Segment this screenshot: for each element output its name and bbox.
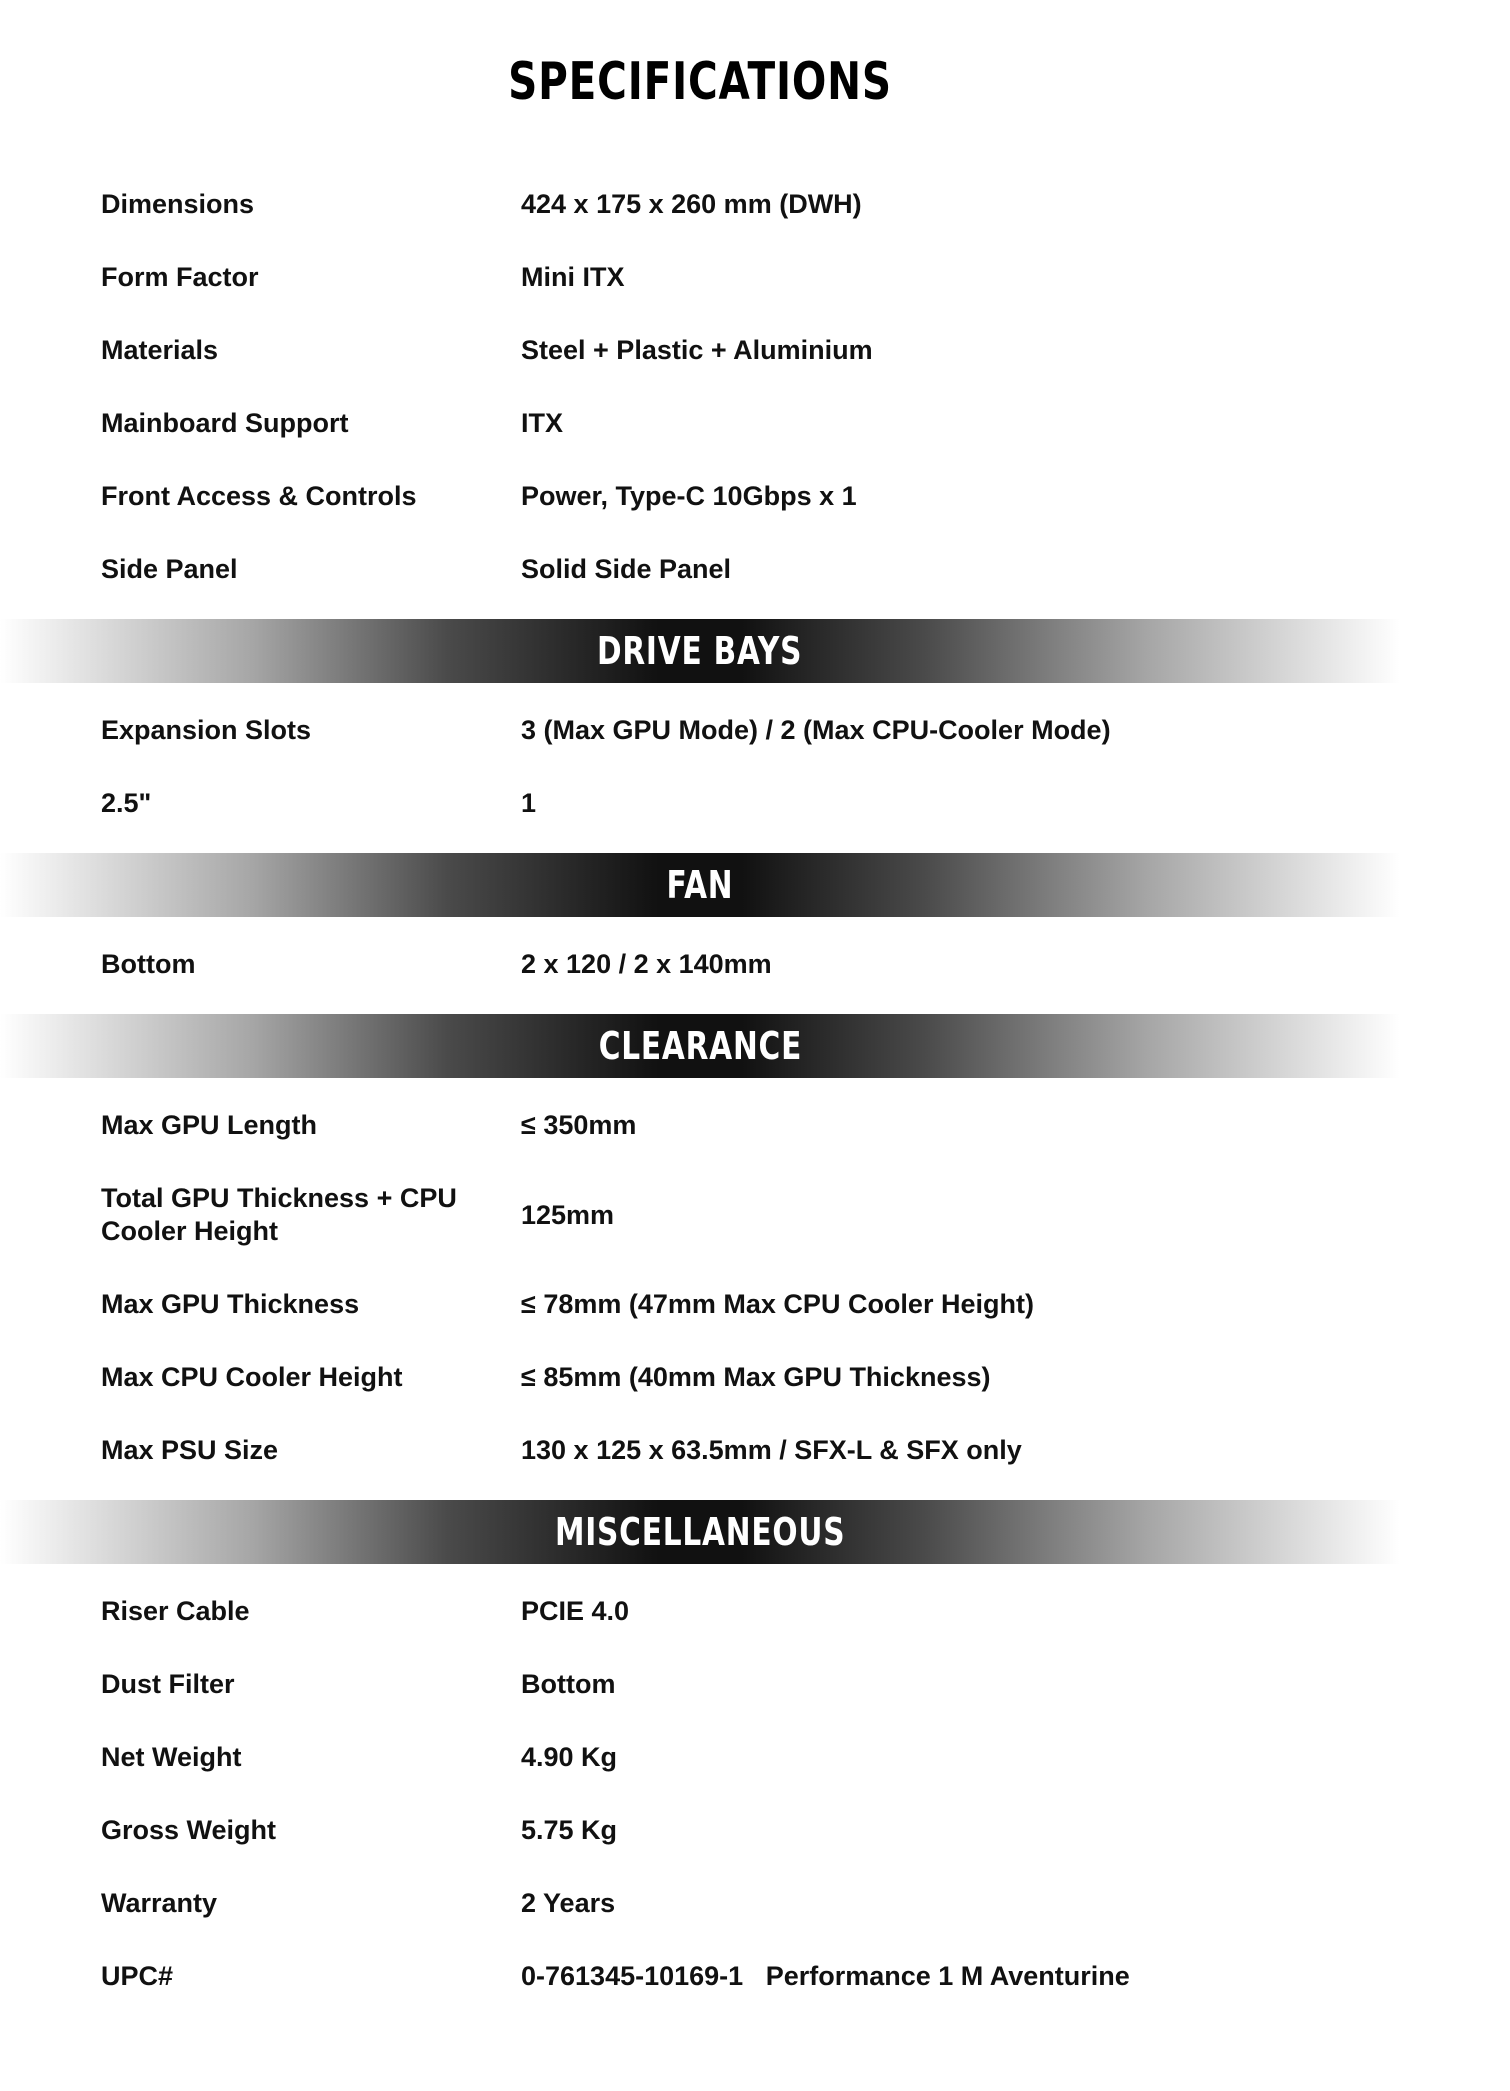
spec-row-dimensions	[101, 188, 1401, 221]
spec-value: 1	[521, 788, 537, 818]
spec-label: 2.5"	[101, 788, 152, 818]
section-header-drive-bays	[0, 619, 1400, 683]
spec-label: Form Factor	[101, 262, 259, 292]
spec-label: Riser Cable	[101, 1596, 250, 1626]
section-title: CLEARANCE	[598, 1024, 802, 1068]
spec-value: 130 x 125 x 63.5mm / SFX-L & SFX only	[521, 1435, 1022, 1465]
page-title: SPECIFICATIONS	[508, 52, 892, 112]
spec-value: 424 x 175 x 260 mm (DWH)	[521, 189, 862, 219]
spec-value: Solid Side Panel	[521, 554, 732, 584]
spec-row-materials	[101, 334, 1401, 367]
spec-value: 2 x 120 / 2 x 140mm	[521, 949, 772, 979]
spec-value: Power, Type-C 10Gbps x 1	[521, 481, 857, 511]
spec-row-max-psu-size	[101, 1434, 1401, 1467]
spec-label: Max GPU Length	[101, 1110, 318, 1140]
spec-value: 5.75 Kg	[521, 1815, 618, 1845]
spec-label: Materials	[101, 335, 219, 365]
spec-row-form-factor	[101, 261, 1401, 294]
spec-label: Dimensions	[101, 189, 255, 219]
spec-label: Total GPU Thickness + CPU Cooler Height	[101, 1183, 457, 1246]
spec-value: Bottom	[521, 1669, 616, 1699]
spec-row-warranty	[101, 1887, 1401, 1920]
spec-label: Side Panel	[101, 554, 238, 584]
spec-value: 4.90 Kg	[521, 1742, 618, 1772]
spec-row-max-gpu-thickness	[101, 1288, 1401, 1321]
spec-value: 125mm	[521, 1199, 615, 1230]
spec-row-side-panel	[101, 553, 1401, 586]
section-title: FAN	[666, 863, 734, 907]
spec-row-upc	[101, 1960, 1401, 1993]
spec-row-front-access	[101, 480, 1401, 513]
spec-value: Mini ITX	[521, 262, 625, 292]
spec-value: Steel + Plastic + Aluminium	[521, 335, 873, 365]
spec-label: UPC#	[101, 1961, 174, 1991]
spec-value: ≤ 85mm (40mm Max GPU Thickness)	[521, 1362, 991, 1392]
spec-value: ≤ 350mm	[521, 1110, 637, 1140]
spec-label: Max CPU Cooler Height	[101, 1362, 403, 1392]
spec-value: ITX	[521, 408, 564, 438]
spec-row-max-gpu-length	[101, 1109, 1401, 1142]
section-title: DRIVE BAYS	[597, 629, 803, 673]
section-header-miscellaneous	[0, 1500, 1400, 1564]
spec-label: Max PSU Size	[101, 1435, 279, 1465]
spec-label: Dust Filter	[101, 1669, 235, 1699]
spec-row-riser-cable	[101, 1595, 1401, 1628]
section-header-clearance	[0, 1014, 1400, 1078]
spec-label: Expansion Slots	[101, 715, 312, 745]
spec-row-2-5-inch	[101, 787, 1401, 820]
spec-value: 3 (Max GPU Mode) / 2 (Max CPU-Cooler Mode)	[521, 715, 1111, 745]
section-title: MISCELLANEOUS	[554, 1510, 846, 1554]
spec-row-dust-filter	[101, 1668, 1401, 1701]
spec-row-total-gpu-thickness	[101, 1182, 1401, 1248]
spec-row-net-weight	[101, 1741, 1401, 1774]
spec-label: Warranty	[101, 1888, 218, 1918]
spec-row-expansion-slots	[101, 714, 1401, 747]
spec-value: ≤ 78mm (47mm Max CPU Cooler Height)	[521, 1289, 1034, 1319]
spec-row-gross-weight	[101, 1814, 1401, 1847]
section-header-fan	[0, 853, 1400, 917]
spec-value: PCIE 4.0	[521, 1596, 630, 1626]
spec-row-bottom-fan	[101, 948, 1401, 981]
spec-label: Bottom	[101, 949, 196, 979]
spec-label: Front Access & Controls	[101, 481, 417, 511]
spec-label: Mainboard Support	[101, 408, 349, 438]
spec-label: Max GPU Thickness	[101, 1289, 360, 1319]
spec-label: Net Weight	[101, 1742, 242, 1772]
spec-row-mainboard-support	[101, 407, 1401, 440]
spec-row-max-cpu-cooler-height	[101, 1361, 1401, 1394]
spec-value: 2 Years	[521, 1888, 616, 1918]
spec-value: 0-761345-10169-1 Performance 1 M Aventurine	[521, 1961, 1130, 1991]
spec-label: Gross Weight	[101, 1815, 277, 1845]
